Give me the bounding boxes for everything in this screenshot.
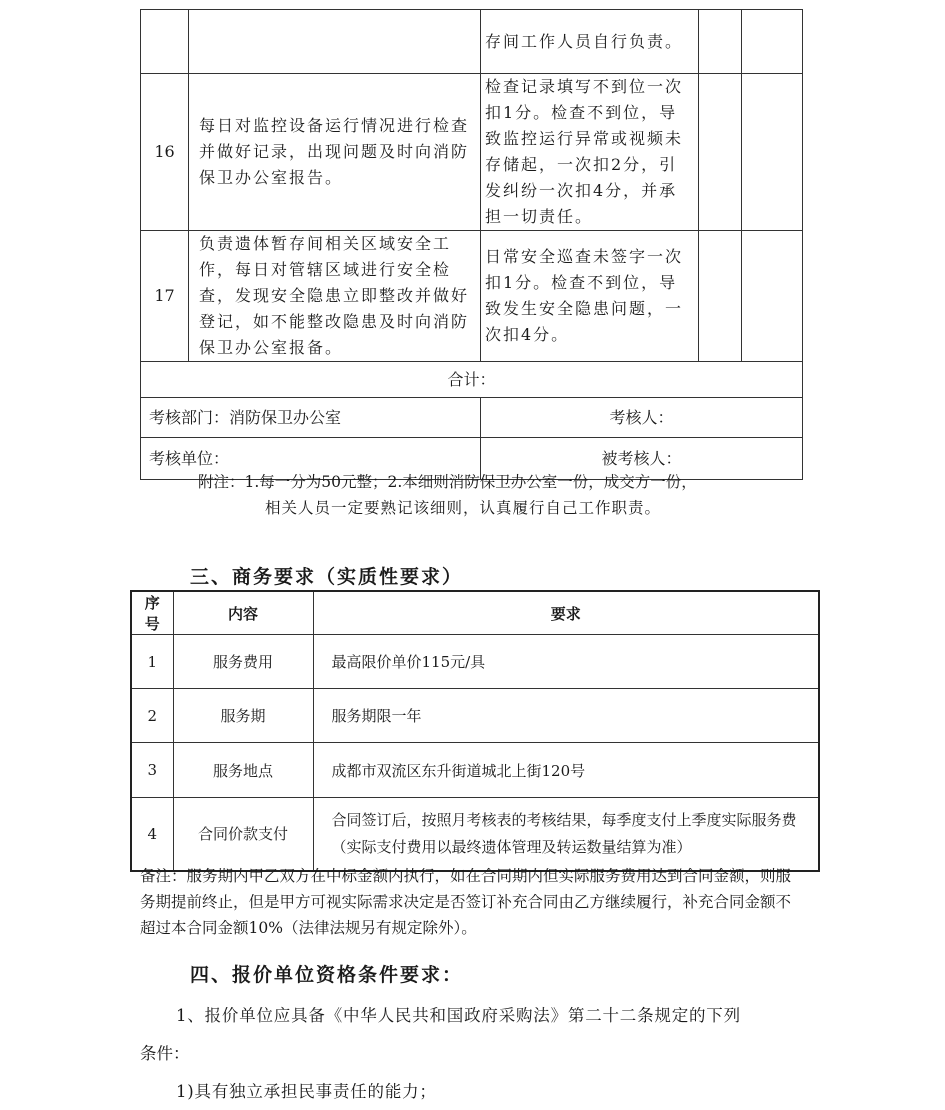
total-row xyxy=(141,362,803,398)
table-row xyxy=(131,743,819,798)
cell xyxy=(699,231,742,362)
criteria-cell: 存间工作人员自行负责。 xyxy=(481,10,699,74)
row-number: 3 xyxy=(131,743,173,798)
cell xyxy=(699,74,742,231)
item-cell: 服务费用 xyxy=(173,635,313,689)
section-3-title: 三、商务要求（实质性要求） xyxy=(190,566,464,588)
criteria-cell: 日常安全巡查未签字一次扣1分。检查不到位，导致发生安全隐患问题，一次扣4分。 xyxy=(481,231,699,362)
row-number: 4 xyxy=(131,798,173,871)
content-cell: 每日对监控设备运行情况进行检查并做好记录，出现问题及时向消防保卫办公室报告。 xyxy=(189,74,481,231)
item-cell: 合同价款支付 xyxy=(173,798,313,871)
assessor-label: 考核人： xyxy=(481,398,803,438)
requirement-cell: 合同签订后，按照月考核表的考核结果，每季度支付上季度实际服务费（实际支付费用以最终遗体管理及转运数量结算为准） xyxy=(313,798,819,871)
table-row xyxy=(141,10,803,74)
table-row xyxy=(141,74,803,231)
dept-label: 考核部门：消防保卫办公室 xyxy=(141,398,481,438)
cell xyxy=(141,10,189,74)
row-number: 2 xyxy=(131,689,173,743)
criteria-cell: 检查记录填写不到位一次扣1分。检查不到位，导致监控运行异常或视频未存储起，一次扣2分，引发纠纷一次扣4分，并承担一切责任。 xyxy=(481,74,699,231)
table-row xyxy=(131,635,819,689)
content-cell: 负责遗体暂存间相关区域安全工作，每日对管辖区域进行安全检查，发现安全隐患立即整改并做好登记，如不能整改隐患及时向消防保卫办公室报备。 xyxy=(189,231,481,362)
assessment-table xyxy=(140,9,803,480)
item-cell: 服务地点 xyxy=(173,743,313,798)
table-row xyxy=(131,798,819,871)
dept-row xyxy=(141,398,803,438)
table-row xyxy=(141,231,803,362)
header-requirement: 要求 xyxy=(313,591,819,635)
row-number: 17 xyxy=(141,231,189,362)
item-cell: 服务期 xyxy=(173,689,313,743)
cell xyxy=(742,231,803,362)
note-line-1: 附注：1.每一分为50元整；2.本细则消防保卫办公室一份，成交方一份， xyxy=(198,473,697,491)
cell xyxy=(189,10,481,74)
total-label: 合计： xyxy=(141,362,803,398)
requirement-cell: 成都市双流区东升街道城北上街120号 xyxy=(313,743,819,798)
assessee-label: 被考核人： xyxy=(481,438,803,480)
remark-note: 备注：服务期内甲乙双方在中标金额内执行，如在合同期内但实际服务费用达到合同金额，则服务期提前终止，但是甲方可视实际需求决定是否签订补充合同由乙方继续履行，补充合同金额不超过本合同金额10%（法律法规另有规定除外）。 xyxy=(140,867,792,937)
requirement-cell: 最高限价单价115元/具 xyxy=(313,635,819,689)
note-line-2: 相关人员一定要熟记该细则，认真履行自己工作职责。 xyxy=(265,499,662,517)
header-row xyxy=(131,591,819,635)
paragraph-1-line-2: 条件： xyxy=(140,1044,190,1063)
paragraph-2: 1)具有独立承担民事责任的能力； xyxy=(176,1082,437,1101)
cell xyxy=(742,10,803,74)
header-item: 内容 xyxy=(173,591,313,635)
unit-label: 考核单位： xyxy=(141,438,481,480)
requirement-cell: 服务期限一年 xyxy=(313,689,819,743)
cell xyxy=(742,74,803,231)
row-number: 1 xyxy=(131,635,173,689)
paragraph-1-line-1: 1、报价单位应具备《中华人民共和国政府采购法》第二十二条规定的下列 xyxy=(176,1006,741,1025)
row-number: 16 xyxy=(141,74,189,231)
business-requirements-table xyxy=(130,590,820,872)
cell xyxy=(699,10,742,74)
section-4-title: 四、报价单位资格条件要求： xyxy=(190,964,464,986)
header-number: 序号 xyxy=(131,591,173,635)
table-row xyxy=(131,689,819,743)
